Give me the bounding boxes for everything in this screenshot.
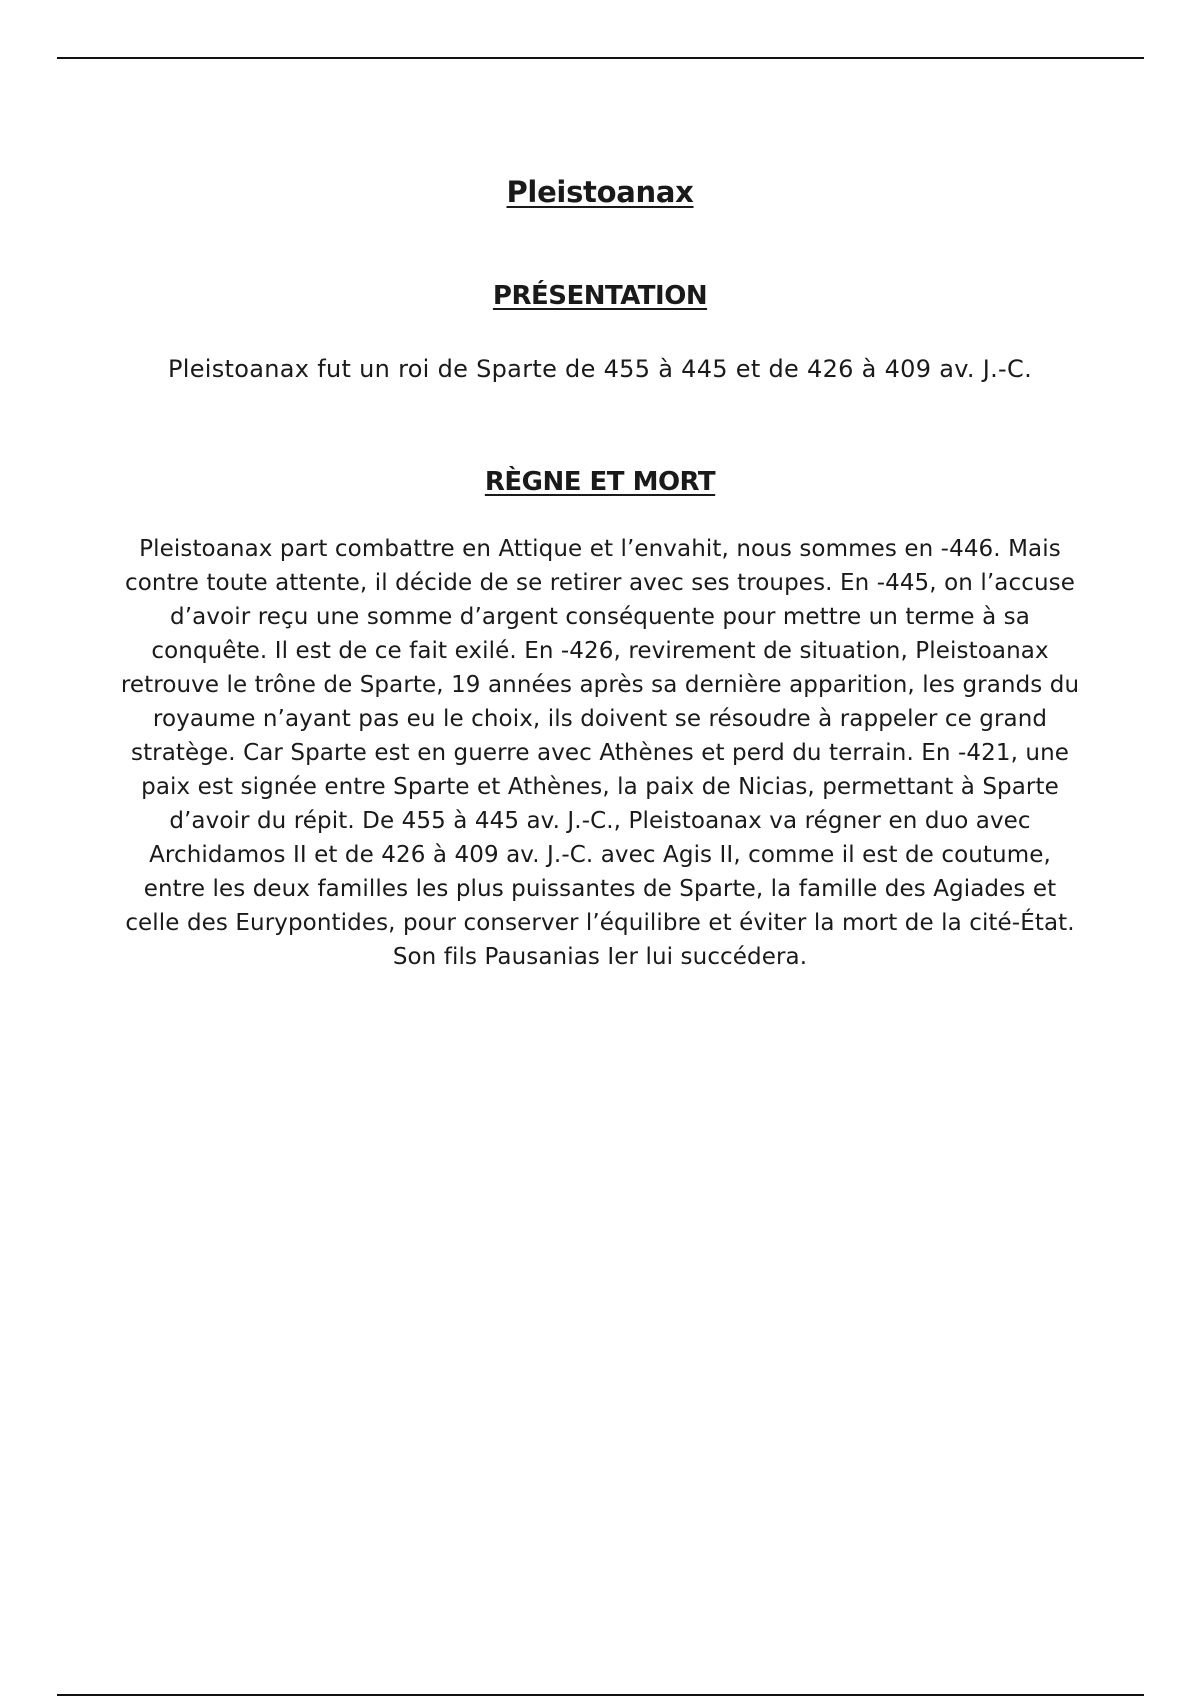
bottom-rule	[57, 1694, 1144, 1696]
regne-et-mort-paragraph: Pleistoanax part combattre en Attique et l’envahit, nous sommes en -446. Mais contre toute attente, il décide de se retirer avec ses troupes. En -445, on l’accuse d’avoir reçu une somme d’argent conséquente pour mettre un terme à sa conquête. Il est de ce fait exilé. En -426, revirement de situation, Pleistoanax retrouve le trône de Sparte, 19 années après sa dernière apparition, les grands du royaume n’ayant pas eu le choix, ils doivent se résoudre à rappeler ce grand stratège. Car Sparte est en guerre avec Athènes et perd du terrain. En -421, une paix est signée entre Sparte et Athènes, la paix de Nicias, permettant à Sparte d’avoir du répit. De 455 à 445 av. J.-C., Pleistoanax va régner en duo avec Archidamos II et de 426 à 409 av. J.-C. avec Agis II, comme il est de coutume, entre les deux familles les plus puissantes de Sparte, la famille des Agiades et celle des Eurypontides, pour conserver l’équilibre et éviter la mort de la cité-État. Son fils Pausanias Ier lui succédera.	[120, 536, 1080, 970]
top-rule	[57, 57, 1144, 59]
section-heading-regne-et-mort: RÈGNE ET MORT	[484, 467, 716, 497]
presentation-paragraph: Pleistoanax fut un roi de Sparte de 455 à 445 et de 426 à 409 av. J.-C.	[167, 355, 1033, 383]
section-heading-presentation: PRÉSENTATION	[492, 281, 708, 311]
page-title: Pleistoanax	[506, 175, 694, 209]
